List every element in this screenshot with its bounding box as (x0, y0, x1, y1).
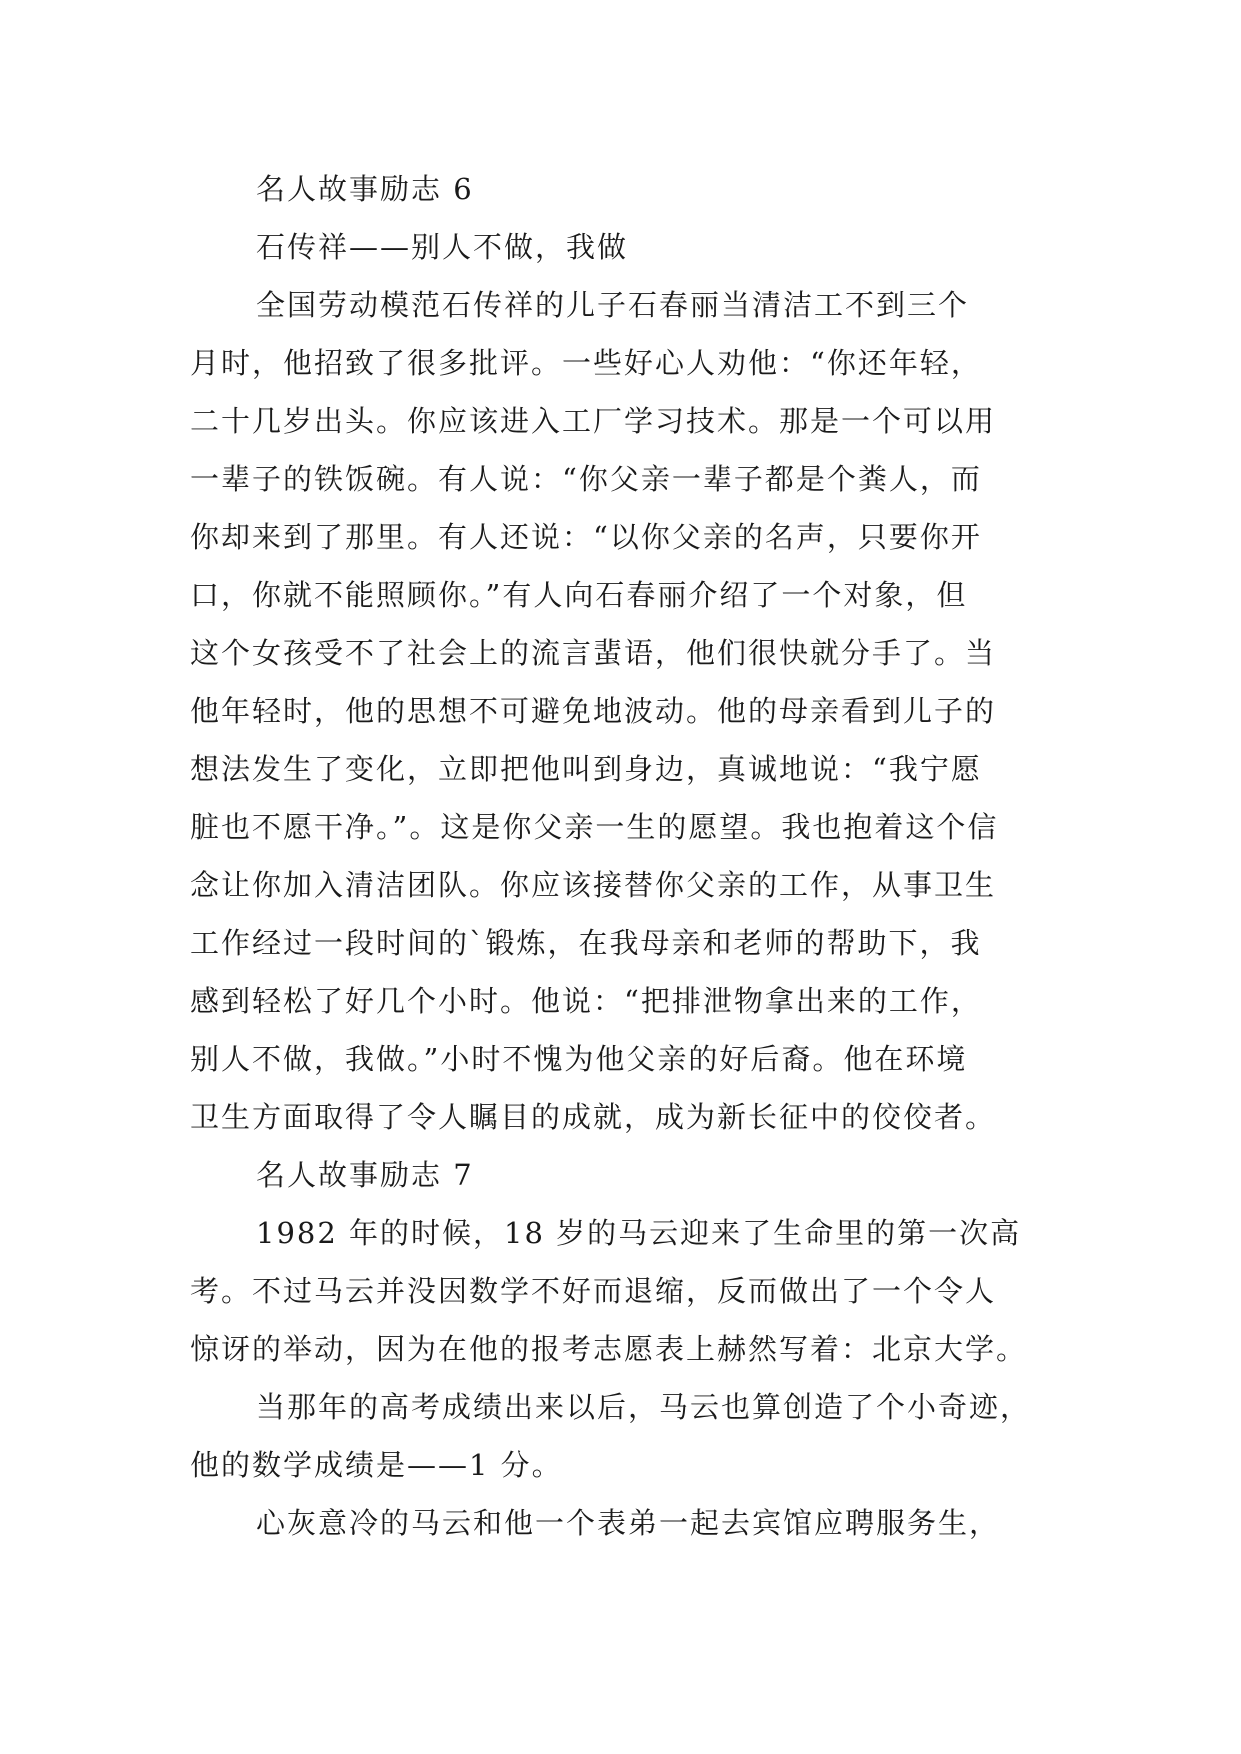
document-body (190, 160, 1056, 1552)
text-line: 1982 年的时候，18 岁的马云迎来了生命里的第一次高 (256, 1216, 1022, 1250)
text-line: 名人故事励志 6 (256, 172, 474, 206)
text-line: 二十几岁出头。你应该进入工厂学习技术。那是一个可以用 (190, 404, 997, 438)
text-line: 他年轻时，他的思想不可避免地波动。他的母亲看到儿子的 (190, 694, 997, 728)
text-line: 这个女孩受不了社会上的流言蜚语，他们很快就分手了。当 (190, 636, 997, 670)
text-line: 惊讶的举动，因为在他的报考志愿表上赫然写着：北京大学。 (190, 1332, 1028, 1366)
text-line: 脏也不愿干净。”。这是你父亲一生的愿望。我也抱着这个信 (190, 810, 999, 844)
text-line: 当那年的高考成绩出来以后，马云也算创造了个小奇迹， (256, 1390, 1032, 1424)
text-line: 月时，他招致了很多批评。一些好心人劝他：“你还年轻， (190, 346, 982, 380)
text-line: 念让你加入清洁团队。你应该接替你父亲的工作，从事卫生 (190, 868, 997, 902)
text-line: 工作经过一段时间的`锻炼，在我母亲和老师的帮助下，我 (190, 926, 982, 960)
text-line: 他的数学成绩是——1 分。 (190, 1448, 563, 1482)
text-line: 卫生方面取得了令人瞩目的成就，成为新长征中的佼佼者。 (190, 1100, 997, 1134)
text-line: 考。不过马云并没因数学不好而退缩，反而做出了一个令人 (190, 1274, 997, 1308)
text-line: 全国劳动模范石传祥的儿子石春丽当清洁工不到三个 (256, 288, 970, 322)
text-line: 心灰意冷的马云和他一个表弟一起去宾馆应聘服务生， (256, 1506, 1001, 1540)
text-line: 感到轻松了好几个小时。他说：“把排泄物拿出来的工作， (190, 984, 982, 1018)
text-line: 一辈子的铁饭碗。有人说：“你父亲一辈子都是个粪人，而 (190, 462, 982, 496)
text-line: 口，你就不能照顾你。”有人向石春丽介绍了一个对象，但 (190, 578, 968, 612)
text-line: 别人不做，我做。”小时不愧为他父亲的好后裔。他在环境 (190, 1042, 968, 1076)
text-line: 你却来到了那里。有人还说：“以你父亲的名声，只要你开 (190, 520, 982, 554)
text-line: 想法发生了变化，立即把他叫到身边，真诚地说：“我宁愿 (190, 752, 982, 786)
text-line: 石传祥——别人不做，我做 (256, 230, 629, 264)
text-line: 名人故事励志 7 (256, 1158, 474, 1192)
